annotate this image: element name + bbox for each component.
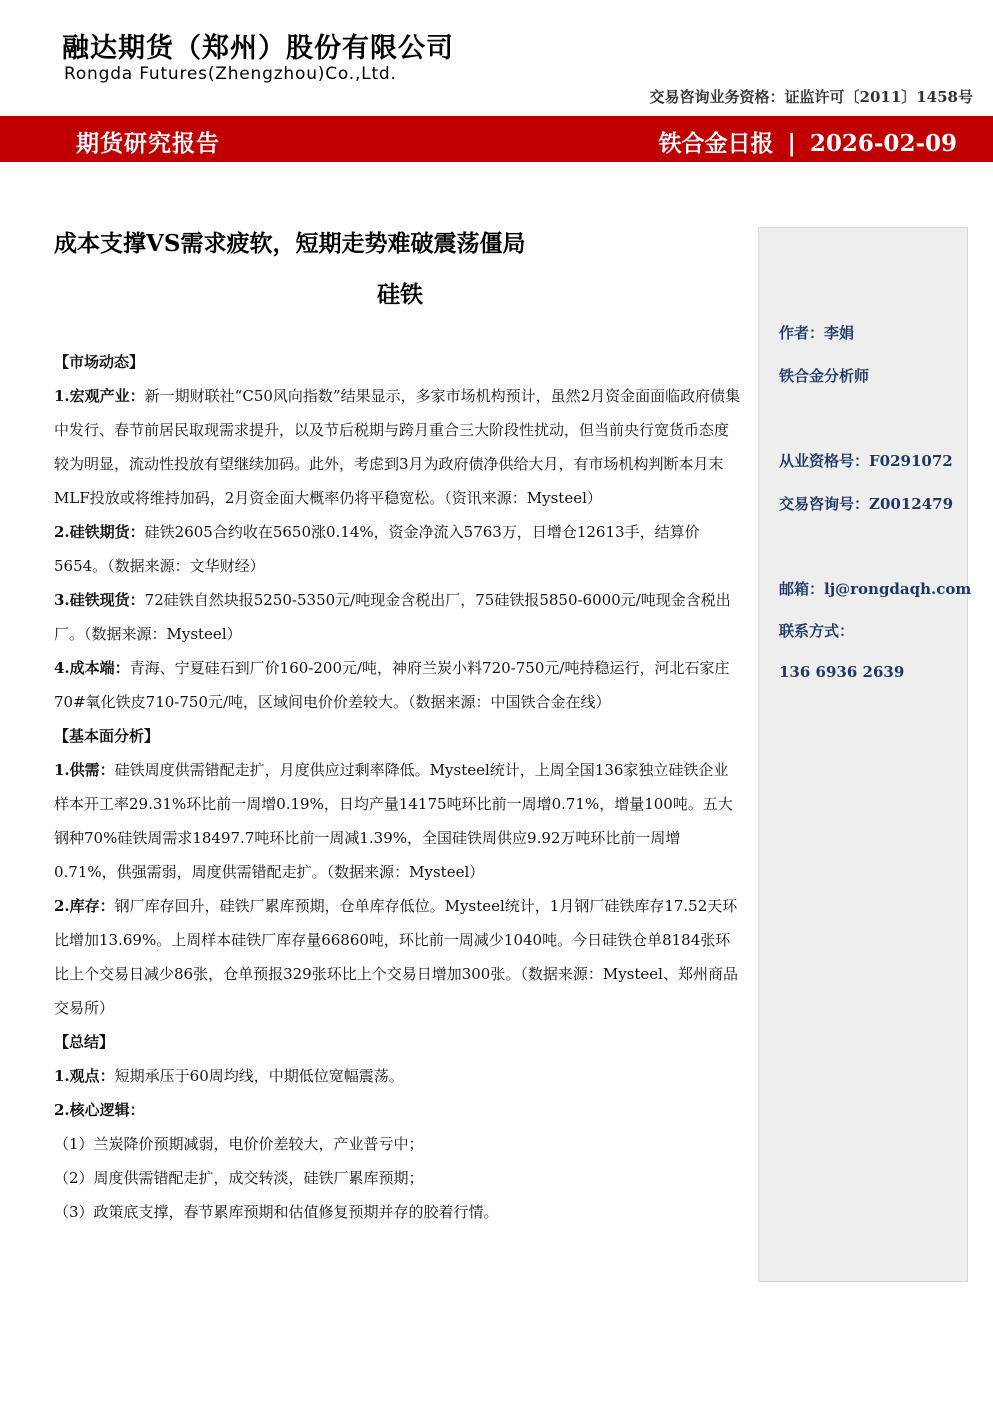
section-heading-market: 【市场动态】: [54, 353, 145, 371]
company-name-cn: 融达期货（郑州）股份有限公司: [62, 33, 454, 64]
paragraph-text: 新一期财联社“C50风向指数”结果显示，多家市场机构预计，虽然2月资金面面临政府债集中发行、春节前居民取现需求提升，以及节后税期与跨月重合三大阶段性扰动，但当前央行宽货币态度较为明显，流动性投放有望继续加码。此外，考虑到3月为政府债净供给大月，有市场机构判断本月末MLF投放或将维持加码，2月资金面大概率仍将平稳宽松。（资讯来源：Mysteel）: [54, 387, 741, 507]
license-text: 交易咨询业务资格：证监许可〔2011〕1458号: [649, 88, 973, 106]
page-subtitle: 硅铁: [377, 281, 423, 308]
author-name: 作者：李娟: [779, 324, 855, 342]
paragraph-label: 3.硅铁现货：: [54, 591, 145, 609]
paragraph-text: 钢厂库存回升，硅铁厂累库预期，仓单库存低位。Mysteel统计，1月钢厂硅铁库存17.52天环比增加13.69%。上周样本硅铁厂库存量66860吨，环比前一周减少1040吨。今日硅铁仓单8184张环比上个交易日减少86张，仓单预报329张环比上个交易日增加300张。（数据来源：Mysteel、郑州商品交易所）: [54, 897, 738, 1017]
paragraph-futures: [54, 515, 742, 583]
company-name-en: Rongda Futures(Zhengzhou)Co.,Ltd.: [64, 64, 397, 84]
report-body: [54, 345, 742, 1229]
paragraph-label: 1.观点：: [54, 1067, 115, 1085]
paragraph-text: 青海、宁夏硅石到厂价160-200元/吨，神府兰炭小料720-750元/吨持稳运行，河北石家庄70#氧化铁皮710-750元/吨，区域间电价价差较大。（数据来源：中国铁合金在线）: [54, 659, 730, 711]
section-heading-fundamentals: 【基本面分析】: [54, 727, 160, 745]
paragraph-cost: [54, 651, 742, 719]
paragraph-spot: [54, 583, 742, 651]
paragraph-label: 1.供需：: [54, 761, 115, 779]
paragraph-text: 短期承压于60周均线，中期低位宽幅震荡。: [114, 1067, 404, 1085]
consult-license: 交易咨询号：Z0012479: [779, 495, 954, 513]
paragraph-label: 2.库存：: [54, 897, 115, 915]
report-name-date: [659, 125, 958, 158]
list-item: （2）周度供需错配走扩，成交转淡，硅铁厂累库预期；: [54, 1169, 424, 1187]
contact-label: 联系方式：: [779, 622, 855, 640]
contact-phone: 136 6936 2639: [779, 663, 905, 681]
paragraph-label: 1.宏观产业：: [54, 387, 145, 405]
list-item: （3）政策底支撑，春节累库预期和估值修复预期并存的胶着行情。: [54, 1203, 499, 1221]
paragraph-text: 硅铁周度供需错配走扩，月度供应过剩率降低。Mysteel统计，上周全国136家独立硅铁企业样本开工率29.31%环比前一周增0.19%，日均产量14175吨环比前一周增0.71%，增量100吨。五大钢种70%硅铁周需求18497.7吨环比前一周减1.39%，全国硅铁周供应9.92万吨环比前一周增0.71%，供强需弱，周度供需错配走扩。（数据来源：Mysteel）: [54, 761, 733, 881]
paragraph-label: 4.成本端：: [54, 659, 130, 677]
core-logic-heading: 2.核心逻辑：: [54, 1101, 145, 1119]
author-email: 邮箱：lj@rongdaqh.com: [779, 580, 972, 598]
report-type-label: 期货研究报告: [76, 130, 220, 157]
list-item: （1）兰炭降价预期减弱，电价价差较大，产业普亏中；: [54, 1135, 424, 1153]
author-sidebar: [758, 227, 972, 1282]
section-heading-summary: 【总结】: [54, 1033, 115, 1051]
author-role: 铁合金分析师: [779, 367, 870, 385]
paragraph-inventory: [54, 889, 742, 1025]
banner-separator: |: [787, 130, 796, 157]
paragraph-text: 72硅铁自然块报5250-5350元/吨现金含税出厂，75硅铁报5850-6000元/吨现金含税出厂。（数据来源：Mysteel）: [54, 591, 731, 643]
report-name: 铁合金日报: [658, 130, 774, 157]
paragraph-label: 2.硅铁期货：: [54, 523, 145, 541]
report-date: 2026-02-09: [809, 130, 957, 157]
paragraph-text: 硅铁2605合约收在5650涨0.14%，资金净流入5763万，日增仓12613手，结算价5654。（数据来源：文华财经）: [54, 523, 700, 575]
practice-license: 从业资格号：F0291072: [779, 452, 953, 470]
paragraph-supply-demand: [54, 753, 742, 889]
paragraph-macro: [54, 379, 742, 515]
report-banner: [0, 116, 993, 162]
page-title: 成本支撑VS需求疲软，短期走势难破震荡僵局: [54, 230, 526, 257]
paragraph-view: [54, 1059, 742, 1093]
